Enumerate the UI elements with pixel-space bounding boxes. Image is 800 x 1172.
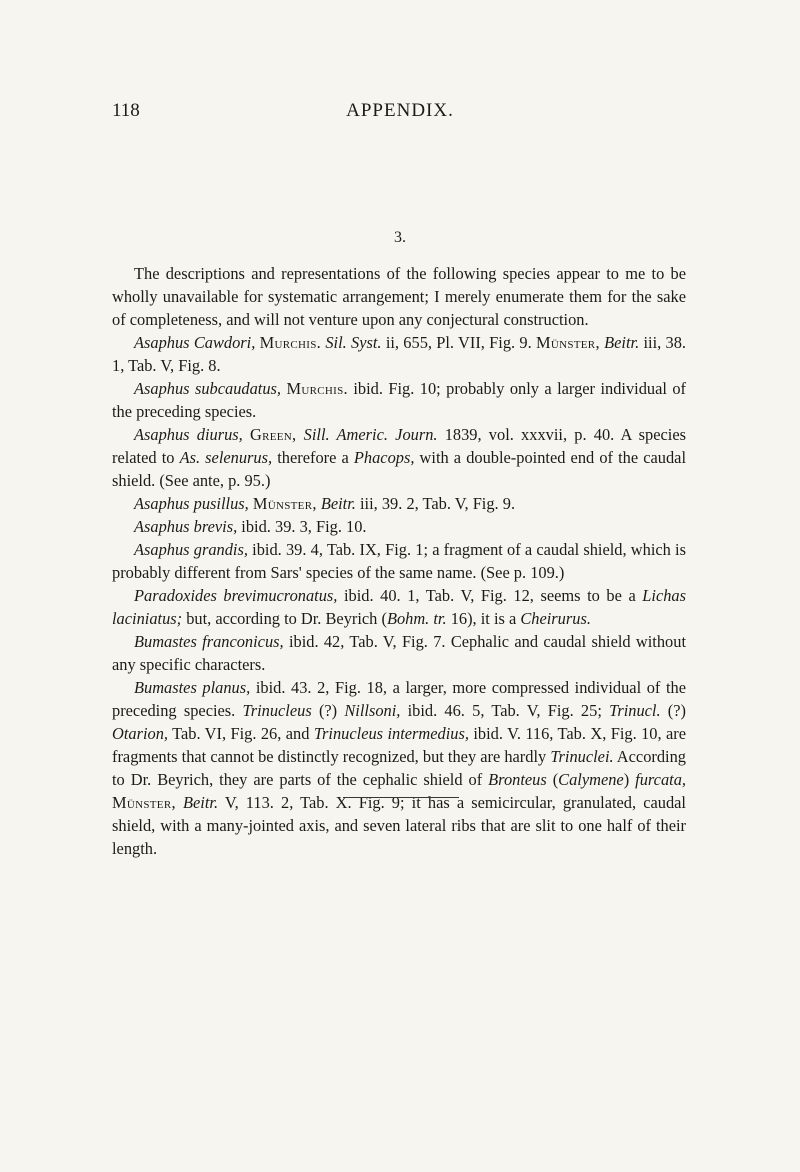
author-name: Münster, [112, 793, 176, 812]
species-name: Asaphus diurus, [134, 425, 243, 444]
reference-title: Beitr. [604, 333, 640, 352]
page-number: 118 [112, 100, 140, 121]
author-name: Murchis. [286, 379, 348, 398]
author-name: Green, [249, 425, 297, 444]
species-name: Asaphus brevis, [134, 517, 238, 536]
paragraph-asaphus-cawdori: Asaphus Cawdori, Murchis. Sil. Syst. ii, 655, Pl. VII, Fig. 9. Münster, Beitr. iii, 38. 1, Tab. V, Fig. 8. [112, 333, 687, 375]
reference-title: Sil. Syst. [325, 333, 382, 352]
paragraph-asaphus-pusillus: Asaphus pusillus, Münster, Beitr. iii, 39. 2, Tab. V, Fig. 9. [134, 494, 516, 513]
paragraph-asaphus-brevis: Asaphus brevis, ibid. 39. 3, Fig. 10. [134, 517, 367, 536]
paragraph-bumastes-franconicus: Bumastes franconicus, ibid. 42, Tab. V, Fig. 7. Cephalic and caudal shield without any specific characters. [112, 632, 686, 674]
paragraph-paradoxides: Paradoxides brevimucronatus, ibid. 40. 1, Tab. V, Fig. 12, seems to be a Lichas laciniatus; but, according to Dr. Beyrich (Bohm. tr. 16), it is a Cheirurus. [112, 586, 687, 628]
running-head: APPENDIX. [346, 100, 454, 121]
author-name: Murchis. [259, 333, 322, 352]
species-name: Asaphus grandis, [134, 540, 248, 559]
species-name: Paradoxides brevimucronatus, [134, 586, 338, 605]
closing-rule [343, 797, 459, 798]
paragraph-bumastes-planus: Bumastes planus, ibid. 43. 2, Fig. 18, a larger, more compressed individual of the preceding species. Trinucleus (?) Nillsoni, ibid. 46. 5, Tab. V, Fig. 25; Trinucl. (?) Otarion, Tab. VI, Fig. 26, and Trinucleus intermedius, ibid. V. 116, Tab. X, Fig. 10, are fragments that cannot be distinctly recognized, but they are hardly Trinuclei. According to Dr. Beyrich, they are parts of the cephalic shield of Bronteus (Calymene) furcata, Münster, Beitr. V, 113. 2, Tab. X. Fig. 9; it has a semicircular, granulated, caudal shield, with a many-jointed axis, and seven lateral ribs that are slit to one half of their length. [112, 678, 686, 858]
section-number: 3. [394, 229, 406, 246]
paragraph-asaphus-diurus: Asaphus diurus, Green, Sill. Americ. Journ. 1839, vol. xxxvii, p. 40. A species related to As. selenurus, therefore a Phacops, with a double-pointed end of the caudal shield. (See ante, p. 95.) [112, 425, 687, 490]
species-name: Asaphus pusillus, [134, 494, 249, 513]
species-name: Asaphus subcaudatus, [134, 379, 282, 398]
reference-title: Beitr. [320, 494, 356, 513]
author-name: Münster, [535, 333, 600, 352]
species-name: Asaphus Cawdori, [134, 333, 256, 352]
species-name: Bumastes planus, [134, 678, 251, 697]
paragraph-asaphus-subcaudatus: Asaphus subcaudatus, Murchis. ibid. Fig. 10; probably only a larger individual of the preceding species. [112, 379, 686, 421]
paragraph-asaphus-grandis: Asaphus grandis, ibid. 39. 4, Tab. IX, Fig. 1; a fragment of a caudal shield, which is probably different from Sars' species of the same name. (See p. 109.) [112, 540, 686, 582]
reference-title: Sill. Americ. Journ. [303, 425, 438, 444]
author-name: Münster, [252, 494, 317, 513]
body-text [112, 262, 686, 860]
paragraph-intro: The descriptions and representations of the following species appear to me to be wholly unavailable for systematic arrangement; I merely enumerate them for the sake of completeness, and will not venture upon any conjectural construction. [112, 264, 686, 329]
species-name: Bumastes franconicus, [134, 632, 284, 651]
